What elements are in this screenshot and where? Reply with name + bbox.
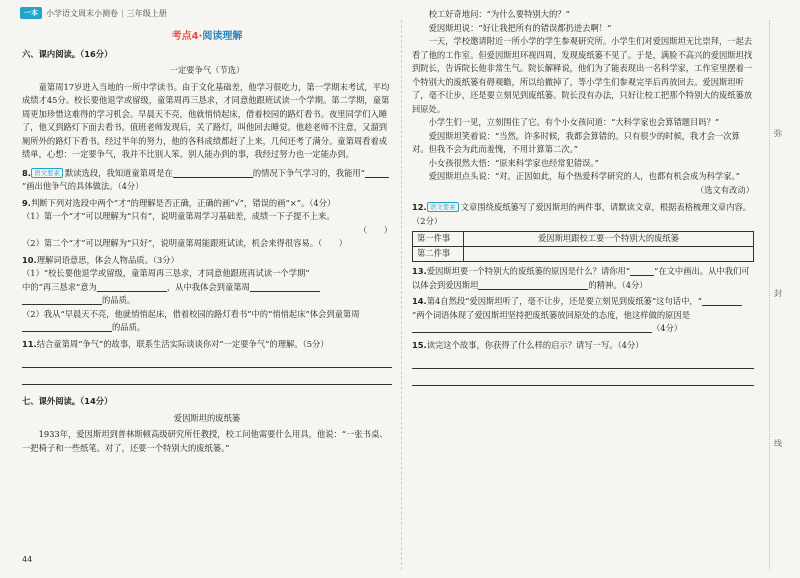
side-mark-c: 线 <box>774 439 782 448</box>
question-11: 11.结合童第周“争气”的故事，联系生活实际谈谈你对“一定要争气”的理解。（5分） <box>22 338 329 349</box>
grade-label: 三年级上册 <box>126 8 167 18</box>
q12-row1-value: 爱因斯坦跟校工要一个特别大的废纸篓 <box>464 232 754 247</box>
q12-row1-label: 第一件事 <box>413 232 464 247</box>
q10-item-b: （2）我从“早晨天不亮，他就悄悄起床，借着校园的路灯看书”中的“悄悄起床”体会到童第周 <box>22 308 360 319</box>
side-mark-b: 封 <box>774 289 782 298</box>
page-header: 一本 小学语文周末小测卷 | 三年级上册 <box>20 6 167 20</box>
table-row <box>413 232 754 247</box>
book-title: 小学语文周末小测卷 <box>46 8 118 18</box>
right-column <box>412 8 754 386</box>
passage2-p2: 校工好奇地问：“为什么要特别大的？” <box>428 9 570 19</box>
q12-row2-answer[interactable] <box>464 247 754 262</box>
q11-answer-line2[interactable] <box>22 372 392 385</box>
question-15: 15.读完这个故事，你获得了什么样的启示？请写一写。（4分） <box>412 339 644 350</box>
q8-blank2[interactable] <box>365 167 389 178</box>
source-note: （选文有改动） <box>695 184 754 195</box>
part6-title: 六、课内阅读。（16分） <box>22 48 113 59</box>
passage2-p6: 爱因斯坦笑着说：“当然。许多时候，我都会算错的。只有很少的时候，我才会一次算对。但我不会为此而羞愧，不用计算第二次。” <box>412 130 740 154</box>
side-mark-a: 弥 <box>774 129 782 138</box>
passage2-p7: 小女孩很然大悟：“原来科学家也经常犯错误。” <box>428 157 599 168</box>
q15-answer-line2[interactable] <box>412 373 754 386</box>
column-divider <box>401 20 402 570</box>
part7-title: 七、课外阅读。（14分） <box>22 396 113 406</box>
question-10: 10.理解词语意思，体会人物品质。（3分） <box>22 254 179 265</box>
passage2-p4: 一天，学校邀请附近一所小学的学生参观研究所。小学生们对爱因斯坦无比崇拜，一起去看了他的工作室。但爱因斯坦环视四周，发现废纸篓不见了。于是，满脸不高兴的爱因斯坦找到院长，告诉院长他非常生气。院长解释说，他们为了能表现出一名科学家，工作室里摆着一个特别大的废纸篓有碍观瞻，所以给撤掉了，等小学生们参观完毕后再放回去。爱因斯坦听了，毫不让步，还是要立刻见到废纸篓。院长没有办法，只好让校工把那个特别大的废纸篓放回原处。 <box>412 36 753 114</box>
logo: 一本 <box>20 7 42 19</box>
left-column: 考点4·阅读理解 六、课内阅读。（16分） 一定要争气（节选） 童第周17岁进入当地的一所中学读书。由于文化基础差，他学习很吃力，第一学期末考试，平均成绩才45分。校长要他退学或留级，童第周再三恳求，才同意他跟班试读一个学期。第二学期，童第周更加珍惜这难得的学习机会。早晨天不亮，他就悄悄起床，借着校园的路灯看书。夜里同学们入睡了，他又到路灯下面去看书。值班老师发现后，关了路灯，叫他回去睡觉。他趁老师不注意，又溜到厕所外的路灯下看书。经过半年的努力，他的各科成绩都赶了上来，几何还考了满分。童第周看着成绩单，心想：一定要争气，我并不比别人笨。别人能办到的事，我经过努力也一定能办到。 8. 语文要素 默读选段，我知道童第周是在 的情况下争气学习的，我能用“”画出他争气的具体做法。（4分） 9.判断下列对选段中两个“才”的理解是否正确，正确的画“√”，错误的画“×”。（4分） （1）第一个“才”可以理解为“只有”，说明童第周学习基础差，成绩一下子提不上来。 （ ） （2）第二个“才”可以理解为“只好”，说明童第周能跟班试读，机会来得很容易。（ ） 10.理解词语意思，体会人物品质。（3分） （1）“校长要他退学或留级，童第周再三恳求，才同意他跟班再试读一个学期” 中的“再三恳求”意为 ，从中我体会到童第周 的品质。 （2）我从“早晨天不亮，他就悄悄起床，借着校园的路灯看书”中的“悄悄起床”体会到童第周 的品质。 11.结合童第周“争气”的故事，联系生活实际谈谈你对“一定要争气”的理解。（5分） 七、课外阅读。（14分） 爱因斯坦的废纸篓 1933年，爱因斯坦到普林斯顿高级研究所任教授，校工问他需要什么用具，他说：“一张书桌、一把椅子和一些纸笔。对了，还要一个特别大的废纸篓。” <box>22 22 392 455</box>
passage2-p8: 爱因斯坦点头说：“对。正因如此，每个热爱科学研究的人，也都有机会成为科学家。” <box>428 171 740 181</box>
q9-answer-a[interactable]: （ ） <box>358 224 392 235</box>
q13-blank1[interactable] <box>630 265 654 276</box>
q10-blank3[interactable] <box>22 294 102 305</box>
passage2-p3: 爱因斯坦说：“好让我把所有的错误都扔进去啊！” <box>428 22 612 33</box>
question-14: 14.第4自然段“爱因斯坦听了，毫不让步，还是要立刻见到废纸篓”这句话中，“”两个词语体现了爱因斯坦坚持把废纸篓放回原处的态度，他这样做的原因是（4分） <box>412 295 754 336</box>
binding-line <box>769 20 770 570</box>
q10-blank2[interactable] <box>250 281 320 292</box>
q12-table <box>412 231 754 262</box>
question-13: 13.爱因斯坦要一个特别大的废纸篓的原因是什么？请你用“ ”在文中画出。从中我们可以体会到爱因斯坦 的精神。（4分） <box>412 266 750 290</box>
q12-row2-label: 第二件事 <box>413 247 464 262</box>
passage2-title: 爱因斯坦的废纸篓 <box>173 412 241 423</box>
q10-item-a: （1）“校长要他退学或留级，童第周再三恳求，才同意他跟班再试读一个学期” <box>22 268 310 278</box>
table-row <box>413 247 754 262</box>
q9-item-a: （1）第一个“才”可以理解为“只有”，说明童第周学习基础差，成绩一下子提不上来。 <box>22 211 335 221</box>
q11-answer-line1[interactable] <box>22 355 392 368</box>
q9-item-b: （2）第二个“才”可以理解为“只好”，说明童第周能跟班试读，机会来得很容易。（ ） <box>22 238 348 248</box>
q10-blank4[interactable] <box>22 321 112 332</box>
passage1-text: 童第周17岁进入当地的一所中学读书。由于文化基础差，他学习很吃力，第一学期末考试，平均成绩才45分。校长要他退学或留级，童第周再三恳求，才同意他跟班试读一个学期。第二学期，童第周更加珍惜这难得的学习机会。早晨天不亮，他就悄悄起床，借着校园的路灯看书。夜里同学们入睡了，他又到路灯下面去看书。值班老师发现后，关了路灯，叫他回去睡觉。他趁老师不注意，又溜到厕所外的路灯下看书。经过半年的努力，他的各科成绩都赶了上来，几何还考了满分。童第周看着成绩单，心想：一定要争气，我并不比别人笨。别人能办到的事，我经过努力也一定能办到。 <box>22 81 390 159</box>
question-8: 8. 语文要素 默读选段，我知道童第周是在 的情况下争气学习的，我能用“”画出他争气的具体做法。（4分） <box>22 167 392 194</box>
section-title: 考点4·阅读理解 <box>171 31 243 42</box>
passage2-p1: 1933年，爱因斯坦到普林斯顿高级研究所任教授，校工问他需要什么用具，他说：“一张书桌、一把椅子和一些纸笔。对了，还要一个特别大的废纸篓。” <box>22 429 388 453</box>
q8-blank1[interactable] <box>173 167 253 178</box>
passage2-p5: 小学生们一见，立刻围住了它。有个小女孩问道：“大科学家也会算错题目吗？” <box>428 117 720 127</box>
question-9: 9.判断下列对选段中两个“才”的理解是否正确，正确的画“√”，错误的画“×”。（4分） <box>22 197 336 208</box>
q14-blank1[interactable] <box>702 295 742 306</box>
question-12: 12. 语文要素 文章围绕废纸篓写了爱因斯坦的两件事，请默读文章，根据表格梳理文章内容。（2分） <box>412 202 752 226</box>
q9-answer-b[interactable]: （ ） <box>318 238 348 248</box>
q10-blank1[interactable] <box>97 281 167 292</box>
q15-answer-line1[interactable] <box>412 356 754 369</box>
page-number: 44 <box>22 555 33 564</box>
q13-blank2[interactable] <box>478 279 588 290</box>
q14-blank2[interactable] <box>412 322 652 333</box>
passage1-title: 一定要争气（节选） <box>169 65 245 75</box>
